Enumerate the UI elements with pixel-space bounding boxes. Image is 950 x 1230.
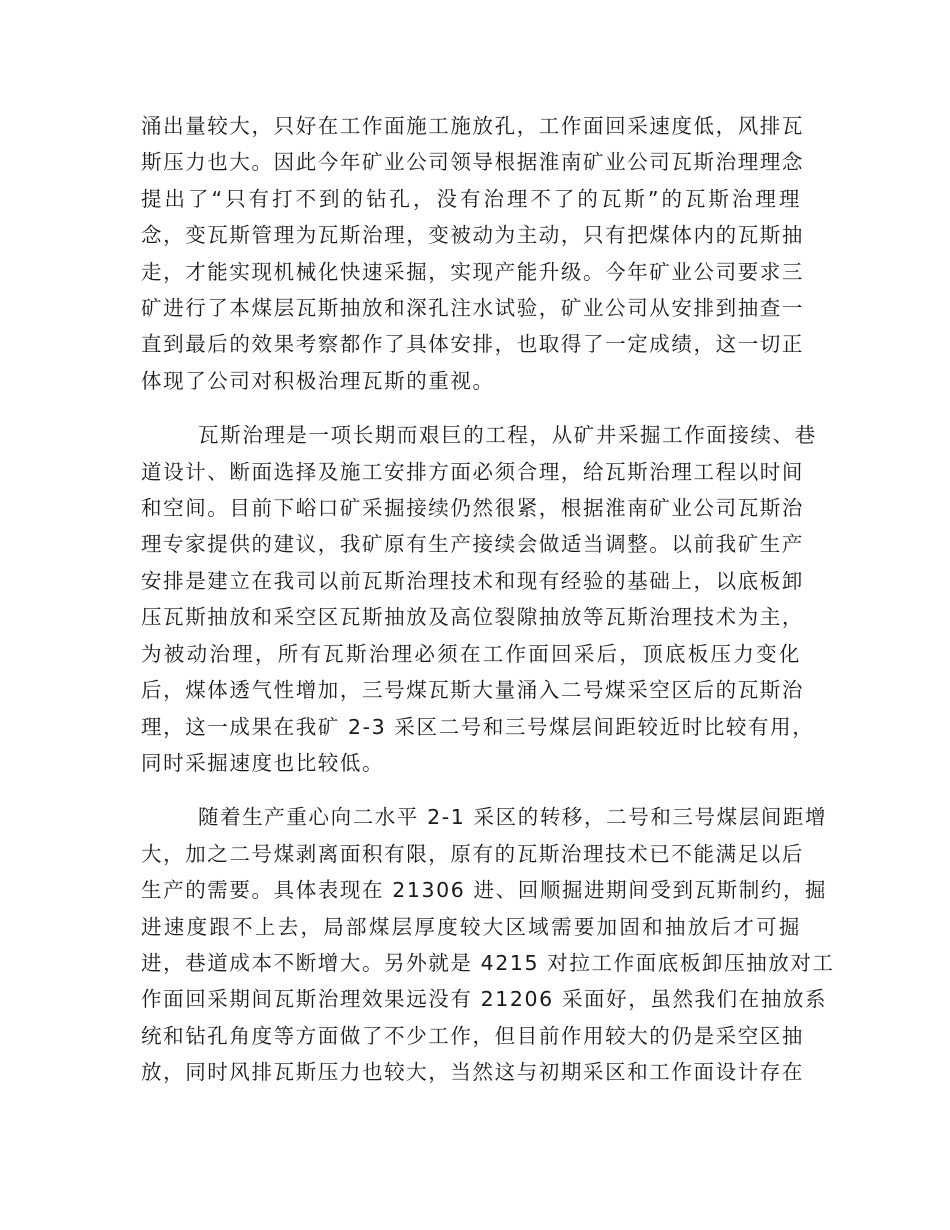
text-line: 后，煤体透气性增加，三号煤瓦斯大量涌入二号煤采空区后的瓦斯治 xyxy=(141,678,804,703)
text-line: 直到最后的效果考察都作了具体安排，也取得了一定成绩，这一切正 xyxy=(141,332,804,357)
text-line: 矿进行了本煤层瓦斯抽放和深孔注水试验，矿业公司从安排到抽查一 xyxy=(141,296,804,321)
text-line: 压瓦斯抽放和采空区瓦斯抽放及高位裂隙抽放等瓦斯治理技术为主， xyxy=(141,605,804,630)
text-line: 统和钻孔角度等方面做了不少工作，但目前作用较大的仍是采空区抽 xyxy=(141,1023,804,1048)
text-line: 斯压力也大。因此今年矿业公司领导根据淮南矿业公司瓦斯治理理念 xyxy=(141,150,804,175)
text-line: 涌出量较大，只好在工作面施工施放孔，工作面回采速度低，风排瓦 xyxy=(141,114,804,138)
text-line: 理专家提供的建议，我矿原有生产接续会做适当调整。以前我矿生产 xyxy=(141,532,804,557)
text-line: 理，这一成果在我矿 2-3 采区二号和三号煤层间距较近时比较有用， xyxy=(141,714,815,739)
text-line: 体现了公司对积极治理瓦斯的重视。 xyxy=(141,368,495,393)
document-body xyxy=(141,108,835,1091)
text-line: 作面回采期间瓦斯治理效果远没有 21206 采面好，虽然我们在抽放系 xyxy=(141,987,828,1012)
text-line: 为被动治理，所有瓦斯治理必须在工作面回采后，顶底板压力变化 xyxy=(141,641,801,666)
text-line: 生产的需要。具体表现在 21306 进、回顺掘进期间受到瓦斯制约，掘 xyxy=(141,878,828,903)
text-line: 进，巷道成本不断增大。另外就是 4215 对拉工作面底板卸压抽放对工 xyxy=(141,950,835,975)
paragraph-3 xyxy=(141,799,835,1090)
text-line: 瓦斯治理是一项长期而艰巨的工程，从矿井采掘工作面接续、巷 xyxy=(198,423,817,448)
text-line: 和空间。目前下峪口矿采掘接续仍然很紧，根据淮南矿业公司瓦斯治 xyxy=(141,496,804,521)
text-line: 大，加之二号煤剥离面积有限，原有的瓦斯治理技术已不能满足以后 xyxy=(141,841,804,866)
text-line: 提出了“只有打不到的钻孔，没有治理不了的瓦斯”的瓦斯治理理 xyxy=(141,186,801,211)
text-line: 念，变瓦斯管理为瓦斯治理，变被动为主动，只有把煤体内的瓦斯抽 xyxy=(141,223,804,248)
text-line: 道设计、断面选择及施工安排方面必须合理，给瓦斯治理工程以时间 xyxy=(141,459,804,484)
text-line: 安排是建立在我司以前瓦斯治理技术和现有经验的基础上，以底板卸 xyxy=(141,568,804,593)
text-line: 同时采掘速度也比较低。 xyxy=(141,750,385,775)
paragraph-2 xyxy=(141,417,817,781)
text-line: 走，才能实现机械化快速采掘，实现产能升级。今年矿业公司要求三 xyxy=(141,259,804,284)
paragraph-1 xyxy=(141,108,804,399)
text-line: 随着生产重心向二水平 2-1 采区的转移，二号和三号煤层间距增 xyxy=(198,805,828,830)
text-line: 放，同时风排瓦斯压力也较大，当然这与初期采区和工作面设计存在 xyxy=(141,1060,804,1085)
text-line: 进速度跟不上去，局部煤层厚度较大区域需要加固和抽放后才可掘 xyxy=(141,914,801,939)
